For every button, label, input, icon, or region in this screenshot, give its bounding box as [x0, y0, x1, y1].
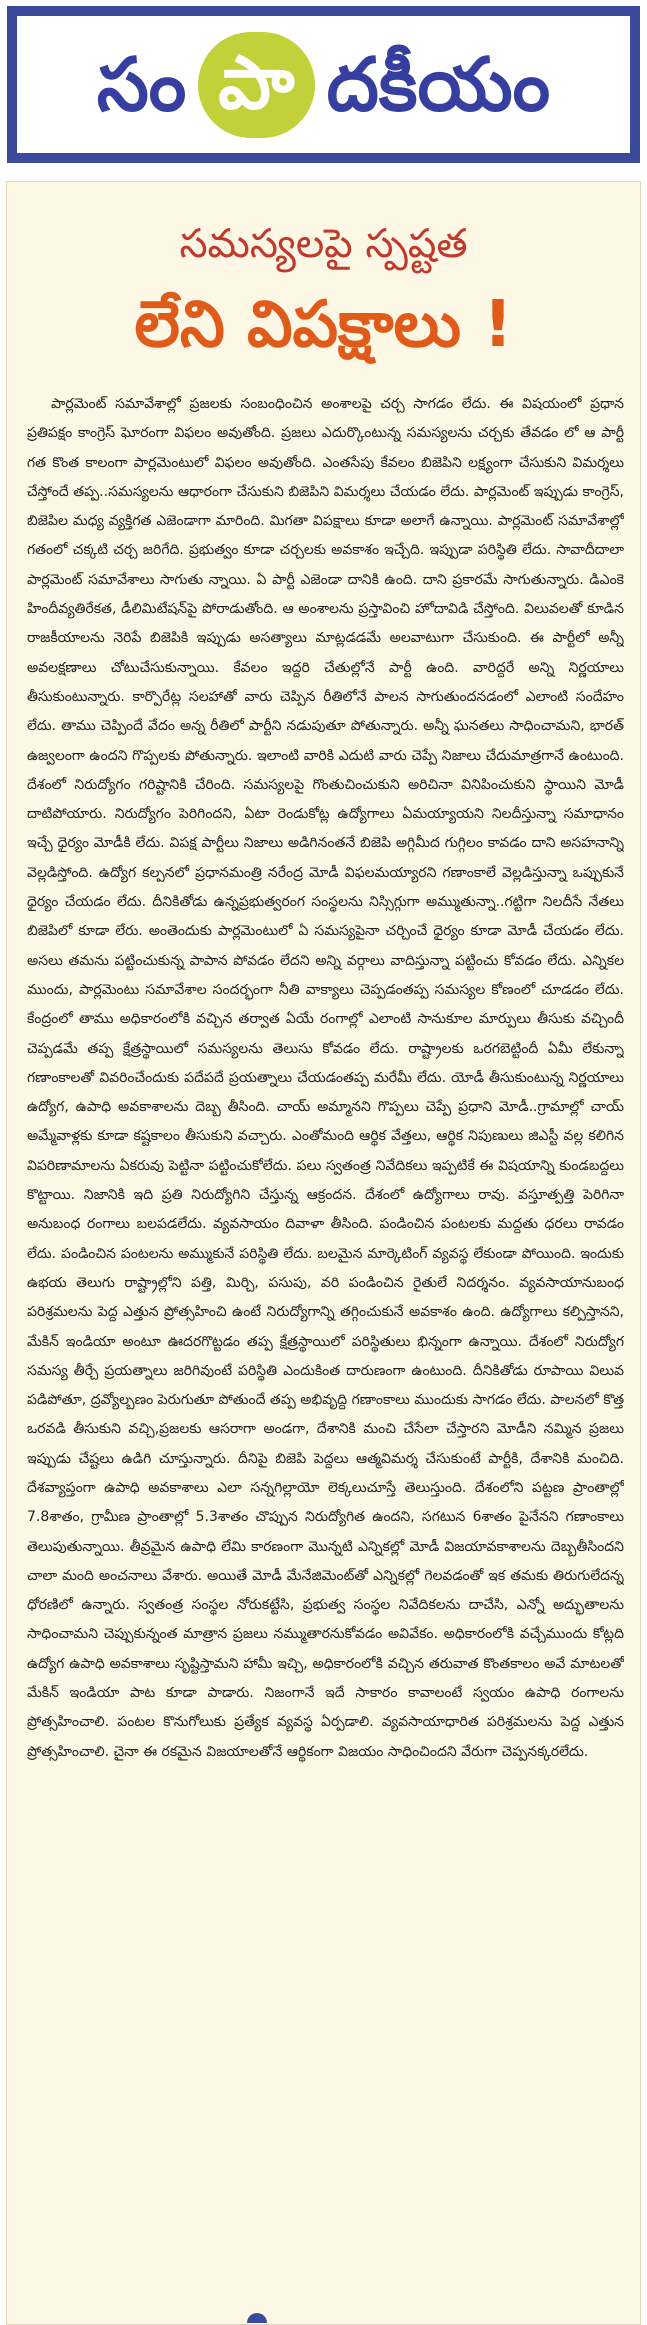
masthead-right: దకీయం — [326, 41, 551, 128]
editorial-article — [6, 181, 641, 2325]
masthead-middle: పా — [218, 39, 295, 126]
masthead — [7, 6, 640, 163]
article-body — [27, 390, 624, 2310]
article-paragraph: పార్లమెంట్ సమావేశాల్లో ప్రజలకు సంబంధించిన అంశాలపై చర్చ సాగడం లేదు. ఈ విషయంలో ప్రధాన ప్రతిపక్షం కాంగ్రెస్ ఘోరంగా విఫలం అవుతోంది. ప్రజలు ఎదుర్కొంటున్న సమస్యలను చర్చకు తేవడం లో ఆ పార్టీ గత కొంత కాలంగా పార్లమెంటులో విఫలం అవుతోంది. ఎంతసేపు కేవలం బిజెపిని లక్ష్యంగా చేసుకుని విమర్శలు చేస్తోందే తప్ప..సమస్యలను ఆధారంగా చేసుకుని బిజెపిని విమర్శలు చేయడం లేదు. పార్లమెంట్ ఇప్పుడు కాంగ్రెస్, బిజెపిల మధ్య వ్యక్తిగత ఎజెండాగా మారింది. మిగతా విపక్షాలు కూడా అలాగే ఉన్నాయి. పార్లమెంట్ సమావేశాల్లో గతంలో చక్కటి చర్చ జరిగేది. ప్రభుత్వం కూడా చర్చలకు అవకాశం ఇచ్చేది. ఇప్పుడా పరిస్థితి లేదు. సావాదీదాలా పార్లమెంట్ సమావేశాలు సాగుతు న్నాయి. ఏ పార్టీ ఎజెండా దానికి ఉంది. దాని ప్రకారమే సాగుతున్నారు. డిఎంకె హిందీవ్యతిరేకత, డీలిమిటేషన్‌పై పోరాడుతోంది. ఆ అంశాలను ప్రస్తావించి హోదావిడి చేస్తోంది. విలువలతో కూడిన రాజకీయాలను నెరిపే బిజెపికి ఇప్పుడు అసత్యాలు మాట్లడడమే అలవాటుగా చేసుకుంది. ఈ పార్టీలో అన్నీ అవలక్షణాలు చోటుచేసుకున్నాయి. కేవలం ఇద్దరి చేతుల్లోనే పార్టీ ఉంది. వారిద్దరే అన్ని నిర్ణయాలు తీసుకుంటున్నారు. కార్పొరేట్ల సలహాతో వారు చెప్పిన రీతిలోనే పాలన సాగుతుందనడంలో ఎలాంటి సందేహం లేదు. తాము చెప్పిందే వేదం అన్న రీతిలో పార్టీని నడుపుతూ పోతున్నారు. అన్నీ ఘనతలు సాధించామని, భారత్ ఉజ్వలంగా ఉందని గొప్పలకు పోతున్నారు. ఇలాంటి వారికి ఎదుటి వారు చెప్పే నిజాలు చేదుమాత్రగానే ఉంటుంది. దేశంలో నిరుద్యోగం గరిష్టానికి చేరింది. సమస్యలపై గొంతుచించుకుని అరిచినా వినిపించుకుని స్థాయిని మోడీ దాటిపోయారు. నిరుద్యోగం పెరిగిందని, ఏటా రెండుకోట్ల ఉద్యోగాలు ఏమయ్యాయని నిలదీస్తున్నా సమాధానం ఇచ్చే ధైర్యం మోడీకి లేదు. విపక్ష పార్టీలు నిజాలు అడిగినంతనే బిజెపి అగ్గిమీద గుగ్గిలం కావడం దాని అసహనాన్ని వెల్లడిస్తోంది. ఉద్యోగ కల్పనలో ప్రధానమంత్రి నరేంద్ర మోడీ విఫలమయ్యారని గణాంకాలే వెల్లడిస్తున్నా ఒప్పుకునే ధైర్యం చేయడం లేదు. దీనికితోడు ఉన్నప్రభుత్వరంగ సంస్థలను నిస్సిగ్గుగా అమ్ముతున్నా..గట్టిగా నిలదీసే నేతలు బిజెపిలో కూడా లేరు. అంతెందుకు పార్లమెంటులో ఏ సమస్యపైనా చర్చించే ధైర్యం కూడా మోడీ చేయడం లేదు. అసలు తమను పట్టించుకున్న పాపాన పోవడం లేదని అన్ని వర్గాలు వాదిస్తున్నా పట్టించు కోవడం లేదు. ఎన్నికల ముందు, పార్లమెంటు సమావేశాల సందర్భంగా నీతి వాక్యాలు చెప్పడంతప్ప సమస్యల కోణంలో చూడడం లేదు. కేంద్రంలో తాము అధికారంలోకి వచ్చిన తర్వాత ఏయే రంగాల్లో ఎలాంటి సానుకూల మార్పులు తీసుకు వచ్చిందీ చెప్పడమే తప్ప క్షేత్రస్థాయిలో సమస్యలను తెలుసు కోవడం లేదు. రాష్ట్రాలకు ఒరగబెట్టిందీ ఏమీ లేకున్నా గణాంకాలతో వివరించేందుకు పదేపదే ప్రయత్నాలు చేయడంతప్ప మరేమీ లేదు. యోడీ తీసుకుంటున్న నిర్ణయాలు ఉద్యోగ, ఉపాధి అవకాశాలను దెబ్బ తీసింది. చాయ్ అమ్మానని గొప్పలు చెప్పే ప్రధాని మోడీ..గ్రామాల్లో చాయ్ అమ్మేవాళ్లకు కూడా కష్టకాలం తీసుకుని వచ్చారు. ఎంతోమంది ఆర్థిక వేత్తలు, ఆర్థిక నిపుణులు జిఎస్టీ వల్ల కలిగిన విపరిణామాలను ఏకరువు పెట్టినా పట్టించుకోలేదు. పలు స్వతంత్ర నివేదికలు ఇప్పటికే ఈ విషయాన్ని కుండబద్దలు కొట్టాయి. నిజానికి ఇది ప్రతి నిరుద్యోగిని చేస్తున్న ఆక్రందన. దేశంలో ఉద్యోగాలు రావు. వస్తూత్పత్తి పెరిగినా అనుబంధ రంగాలు బలపడలేదు. వ్యవసాయం దివాళా తీసింది. పండించిన పంటలకు మద్దతు ధరలు రావడం లేదు. పండించిన పంటలను అమ్ముకునే పరిస్థితి లేదు. బలమైన మార్కెటింగ్ వ్యవస్థ లేకుండా పోయింది. ఇందుకు ఉభయ తెలుగు రాష్ట్రాల్లోని పత్తి, మిర్చి, పసుపు, వరి పండించిన రైతులే నిదర్శనం. వ్యవసాయానుబంధ పరిశ్రమలను పెద్ద ఎత్తున ప్రోత్సహించి ఉంటే నిరుద్యోగాన్ని తగ్గించుకునే అవకాశం ఉంది. ఉద్యోగాలు కల్పిస్తానని, మేకిన్ ఇండియా అంటూ ఊదరగొట్టడం తప్ప క్షేత్రస్థాయిలో పరిస్థితులు భిన్నంగా ఉన్నాయి. దేశంలో నిరుద్యోగ సమస్య తీర్చే ప్రయత్నాలు జరిగివుంటే పరిస్థితి ఎందుకింత దారుణంగా ఉంటుంది. దీనికితోడు రూపాయి విలువ పడిపోతూ, ద్రవ్యోల్బణం పెరుగుతూ పోతుందే తప్ప అభివృద్ది గణాంకాలు ముందుకు సాగడం లేదు. పాలనలో కొత్త ఒరవడి తీసుకుని వచ్చి,ప్రజలకు ఆసరాగా అండగా, దేశానికి మంచి చేసేలా చేస్తారని మోడీని నమ్మిన ప్రజలు ఇప్పుడు చేష్టలు ఉడిగి చూస్తున్నారు. దీనిపై బిజెపి పెద్దలు ఆత్మవిమర్శ చేసుకుంటే పార్టీకి, దేశానికి మంచిది. దేశవ్యాప్తంగా ఉపాధి అవకాశాలు ఎలా సన్నగిల్లాయో లెక్కలుచూస్తే తెలుస్తుంది. దేశంలోని పట్టణ ప్రాంతాల్లో 7.8శాతం, గ్రామీణ ప్రాంతాల్లో 5.3శాతం చొప్పున నిరుద్యోగిత ఉందని, సగటున 6శాతం పైనేనని గణాంకాలు తెలుపుతున్నాయి. తీవ్రమైన ఉపాధి లేమి కారణంగా మొన్నటి ఎన్నికల్లో మోడీ విజయావకాశాలను దెబ్బతీసిందని చాలా మంది అంచనాలు వేశారు. అయితే మోడీ మేనేజిమెంట్‌తో ఎన్నికల్లో గెలవడంతో ఇక తమకు తిరుగులేదన్న ధోరణిలో ఉన్నారు. స్వతంత్ర సంస్థల నోరుకట్టేసి, ప్రభుత్వ సంస్థల నివేదికలను దాచేసి, ఎన్నో అద్భుతాలను సాధించామని చెప్పుకున్నంత మాత్రాన ప్రజలు నమ్ముతారనుకోవడం అవివేకం. అధికారంలోకి వచ్చేముందు కోట్లది ఉద్యోగ ఉపాధి అవకాశాలు సృష్టిస్తామని హామీ ఇచ్చి, అధికారంలోకి వచ్చిన తరువాత కొంతకాలం అవే మాటలతో మేకిన్ ఇండియా పాట కూడా పాడారు. నిజంగానే ఇదే సాకారం కావాలంటే స్వయం ఉపాధి రంగాలను ప్రోత్సహించాలి. పంటల కొనుగోలుకు ప్రత్యేక వ్యవస్థ ఏర్పడాలి. వ్యవసాయాధారిత పరిశ్రమలను పెద్ద ఎత్తున ప్రోత్సహించాలి. చైనా ఈ రకమైన విజయాలతోనే ఆర్థికంగా విజయం సాధించిందని వేరుగా చెప్పనక్కరలేదు. — [27, 396, 624, 1760]
masthead-logo — [17, 16, 630, 153]
article-headline: లేని విపక్షాలు ! — [134, 288, 513, 362]
masthead-left: సం — [96, 41, 187, 128]
masthead-pill — [198, 32, 314, 138]
article-kicker: సమస్యలపై స్పష్టత — [179, 221, 468, 267]
